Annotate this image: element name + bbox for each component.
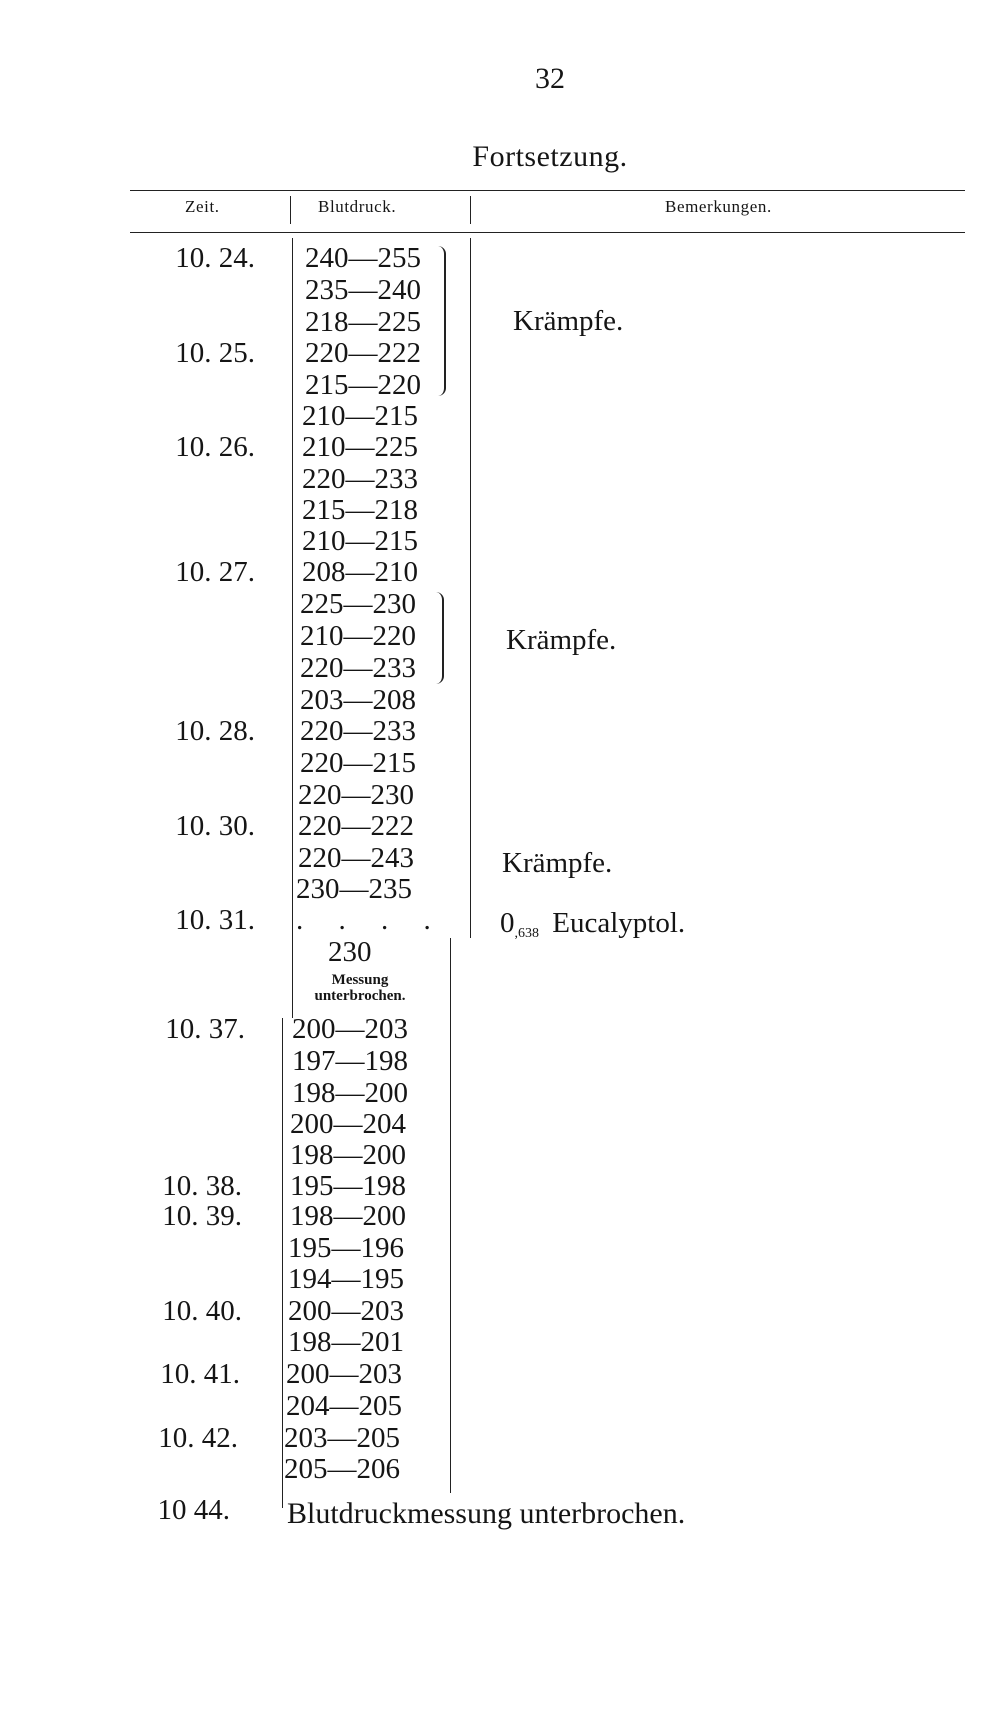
time-entry: 10. 40. — [162, 1295, 242, 1327]
pressure-value: 198—200 — [292, 1077, 408, 1109]
time-entry: 10. 24. — [175, 242, 255, 274]
pressure-value: 208—210 — [302, 556, 418, 588]
pressure-value: 220—233 — [300, 652, 416, 684]
header-separator-1 — [290, 196, 291, 224]
time-entry: 10. 31. — [175, 904, 255, 936]
time-entry: 10. 30. — [175, 810, 255, 842]
pressure-value: 210—220 — [300, 620, 416, 652]
pressure-value: 200—204 — [290, 1108, 406, 1140]
pressure-value: 194—195 — [288, 1263, 404, 1295]
time-entry: 10. 28. — [175, 715, 255, 747]
pressure-value: 197—198 — [292, 1045, 408, 1077]
pressure-value: 230—235 — [296, 873, 412, 905]
pressure-value: 203—205 — [284, 1422, 400, 1454]
time-column-divider-lower — [282, 1018, 283, 1508]
time-entry: 10. 26. — [175, 431, 255, 463]
final-remark: Blutdruckmessung unterbrochen. — [287, 1497, 686, 1530]
remark-cramps: Krämpfe. — [502, 847, 613, 879]
pressure-value: 215—218 — [302, 494, 418, 526]
header-separator-2 — [470, 196, 471, 224]
pressure-value: 240—255 — [305, 242, 421, 274]
pressure-value: 220—243 — [298, 842, 414, 874]
pressure-value: 230 — [328, 936, 372, 968]
time-entry: 10. 27. — [175, 556, 255, 588]
remark-eucalyptol — [500, 907, 685, 942]
time-entry: 10. 25. — [175, 337, 255, 369]
time-entry: 10. 39. — [162, 1200, 242, 1232]
pressure-value: 220—233 — [302, 463, 418, 495]
pressure-value: 220—230 — [298, 779, 414, 811]
pressure-value: 198—200 — [290, 1139, 406, 1171]
group-brace — [434, 592, 444, 684]
time-entry: 10. 38. — [162, 1170, 242, 1202]
eucalyptol-label: Eucalyptol. — [552, 907, 686, 939]
pressure-value: 195—196 — [288, 1232, 404, 1264]
pressure-value: 203—208 — [300, 684, 416, 716]
pressure-value: 235—240 — [305, 274, 421, 306]
interruption-note-line-1: Messung — [331, 972, 389, 988]
omitted-readings: . . . . — [296, 904, 445, 936]
pressure-value: 220—233 — [300, 715, 416, 747]
group-brace — [436, 246, 446, 396]
pressure-value: 195—198 — [290, 1170, 406, 1202]
pressure-value: 225—230 — [300, 588, 416, 620]
interruption-note — [290, 972, 430, 1004]
header-time: Zeit. — [185, 197, 220, 216]
pressure-value: 210—215 — [302, 525, 418, 557]
pressure-value: 205—206 — [284, 1453, 400, 1485]
remark-cramps: Krämpfe. — [506, 624, 617, 656]
pressure-value: 210—215 — [302, 400, 418, 432]
remark-cramps: Krämpfe. — [513, 305, 624, 337]
pressure-value: 215—220 — [305, 369, 421, 401]
page-heading: Fortsetzung. — [472, 140, 628, 173]
pressure-value: 198—201 — [288, 1326, 404, 1358]
header-remarks: Bemerkungen. — [665, 197, 772, 216]
header-pressure: Blutdruck. — [318, 197, 397, 216]
pressure-value: 204—205 — [286, 1390, 402, 1422]
eucalyptol-dose: 0 — [500, 907, 515, 939]
eucalyptol-dose-decimals: ,638 — [514, 926, 539, 941]
pressure-value: 200—203 — [288, 1295, 404, 1327]
table-header-rule — [130, 232, 965, 233]
pressure-value: 210—225 — [302, 431, 418, 463]
page-number: 32 — [535, 62, 565, 95]
time-column-divider — [292, 238, 293, 1018]
remarks-column-divider-lower — [450, 938, 451, 1493]
table-top-rule — [130, 190, 965, 191]
time-entry: 10. 42. — [158, 1422, 238, 1454]
time-entry: 10. 37. — [165, 1013, 245, 1045]
pressure-value: 200—203 — [286, 1358, 402, 1390]
pressure-value: 198—200 — [290, 1200, 406, 1232]
remarks-column-divider — [470, 238, 471, 938]
time-entry: 10. 41. — [160, 1358, 240, 1390]
pressure-value: 218—225 — [305, 306, 421, 338]
time-entry: 10 44. — [157, 1494, 230, 1526]
interruption-note-line-2: unterbrochen. — [314, 988, 406, 1004]
pressure-value: 220—215 — [300, 747, 416, 779]
pressure-value: 200—203 — [292, 1013, 408, 1045]
pressure-value: 220—222 — [298, 810, 414, 842]
pressure-value: 220—222 — [305, 337, 421, 369]
